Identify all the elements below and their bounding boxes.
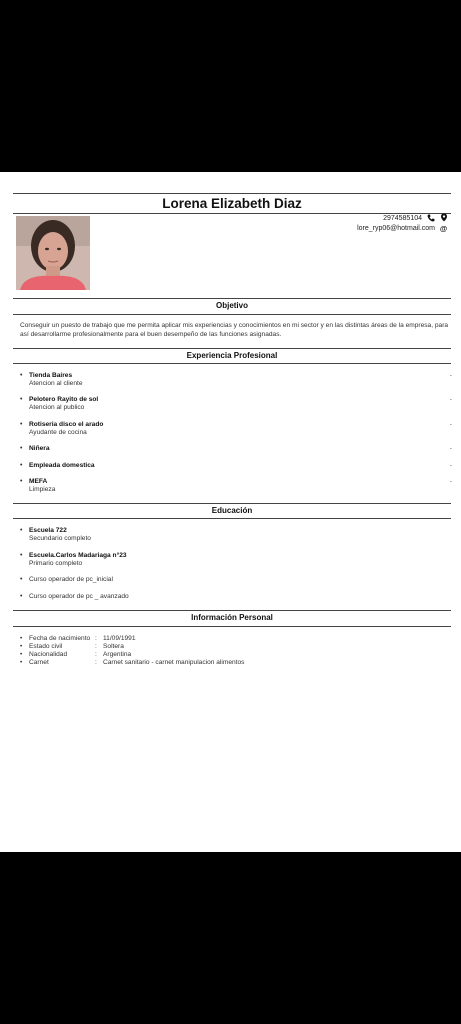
bullet: •	[20, 651, 23, 658]
objetivo-text: Conseguir un puesto de trabajo que me permita aplicar mis experiencias y conocimientos en mi sector y en las distintas áreas de la empresa, para así desarrollarme profesionalmente para el buen desempeño de las funciones asignadas.	[20, 322, 449, 338]
personal-label: Fecha de nacimiento	[29, 635, 91, 642]
resume-page	[0, 172, 461, 852]
personal-label: Estado civil	[29, 643, 63, 650]
profile-photo-image	[16, 216, 90, 290]
experience-place: Tienda Baires	[29, 372, 73, 379]
bullet: •	[20, 576, 23, 583]
experiencia-title: Experiencia Profesional	[186, 351, 278, 360]
objetivo-bottom-rule	[13, 314, 451, 315]
personal-label: Carnet	[29, 659, 49, 666]
experience-role: Atencion al cliente	[29, 380, 83, 387]
educacion-bottom-rule	[13, 518, 451, 519]
contact-email-row	[357, 224, 448, 233]
profile-photo	[16, 216, 90, 290]
bullet: •	[20, 552, 23, 559]
phone-number: 2974585104	[383, 215, 422, 222]
bullet: •	[20, 372, 23, 379]
separator-colon: :	[95, 651, 97, 658]
objetivo-top-rule	[13, 298, 451, 299]
experience-place: Empleada domestica	[29, 462, 95, 469]
experience-dates: -	[449, 445, 452, 452]
bullet: •	[20, 635, 23, 642]
experience-dates: -	[449, 372, 452, 379]
header-top-rule	[13, 193, 451, 194]
education-level: Primario completo	[29, 560, 83, 567]
experience-role: Limpieza	[29, 486, 56, 493]
experience-role: Atencion al publico	[29, 404, 85, 411]
personal-value: Argentina	[103, 651, 132, 658]
experience-place: Pelotero Rayito de sol	[29, 396, 99, 403]
experience-place: Rotiseria disco el arado	[29, 421, 104, 428]
experience-place: Niñera	[29, 445, 50, 452]
bullet: •	[20, 396, 23, 403]
personal-title: Información Personal	[191, 613, 273, 622]
personal-value: Soltera	[103, 643, 124, 650]
personal-bottom-rule	[13, 626, 451, 627]
education-school: Curso operador de pc_inicial	[29, 576, 113, 583]
experience-role: Ayudante de cocina	[29, 429, 87, 436]
objetivo-title: Objetivo	[215, 301, 248, 310]
personal-label: Nacionalidad	[29, 651, 68, 658]
separator-colon: :	[95, 635, 97, 642]
education-school: Escuela.Carlos Madariaga n°23	[29, 552, 127, 559]
personal-value: Carnet sanitario - carnet manipulacion alimentos	[103, 659, 245, 666]
education-school: Escuela 722	[29, 527, 67, 534]
bullet: •	[20, 659, 23, 666]
educacion-top-rule	[13, 503, 451, 504]
education-school: Curso operador de pc _ avanzado	[29, 593, 129, 600]
bullet: •	[20, 445, 23, 452]
experience-dates: -	[449, 396, 452, 403]
experiencia-top-rule	[13, 348, 451, 349]
experience-place: MEFA	[29, 478, 48, 485]
experience-dates: -	[449, 478, 452, 485]
contact-phone-row	[383, 213, 448, 224]
separator-colon: :	[95, 643, 97, 650]
bullet: •	[20, 593, 23, 600]
email-address[interactable]: lore_ryp06@hotmail.com	[357, 225, 435, 232]
at-sign-icon: @	[439, 224, 448, 233]
bullet: •	[20, 527, 23, 534]
phone-icon	[426, 214, 435, 224]
education-level: Secundario completo	[29, 535, 91, 542]
bullet: •	[20, 421, 23, 428]
personal-top-rule	[13, 610, 451, 611]
bullet: •	[20, 462, 23, 469]
experience-dates: -	[449, 462, 452, 469]
bullet: •	[20, 478, 23, 485]
bullet: •	[20, 643, 23, 650]
personal-value: 11/09/1991	[103, 635, 136, 642]
educacion-title: Educación	[211, 506, 253, 515]
location-pin-icon	[439, 213, 448, 224]
experiencia-bottom-rule	[13, 363, 451, 364]
candidate-name: Lorena Elizabeth Diaz	[162, 196, 302, 211]
experience-dates: -	[449, 421, 452, 428]
separator-colon: :	[95, 659, 97, 666]
